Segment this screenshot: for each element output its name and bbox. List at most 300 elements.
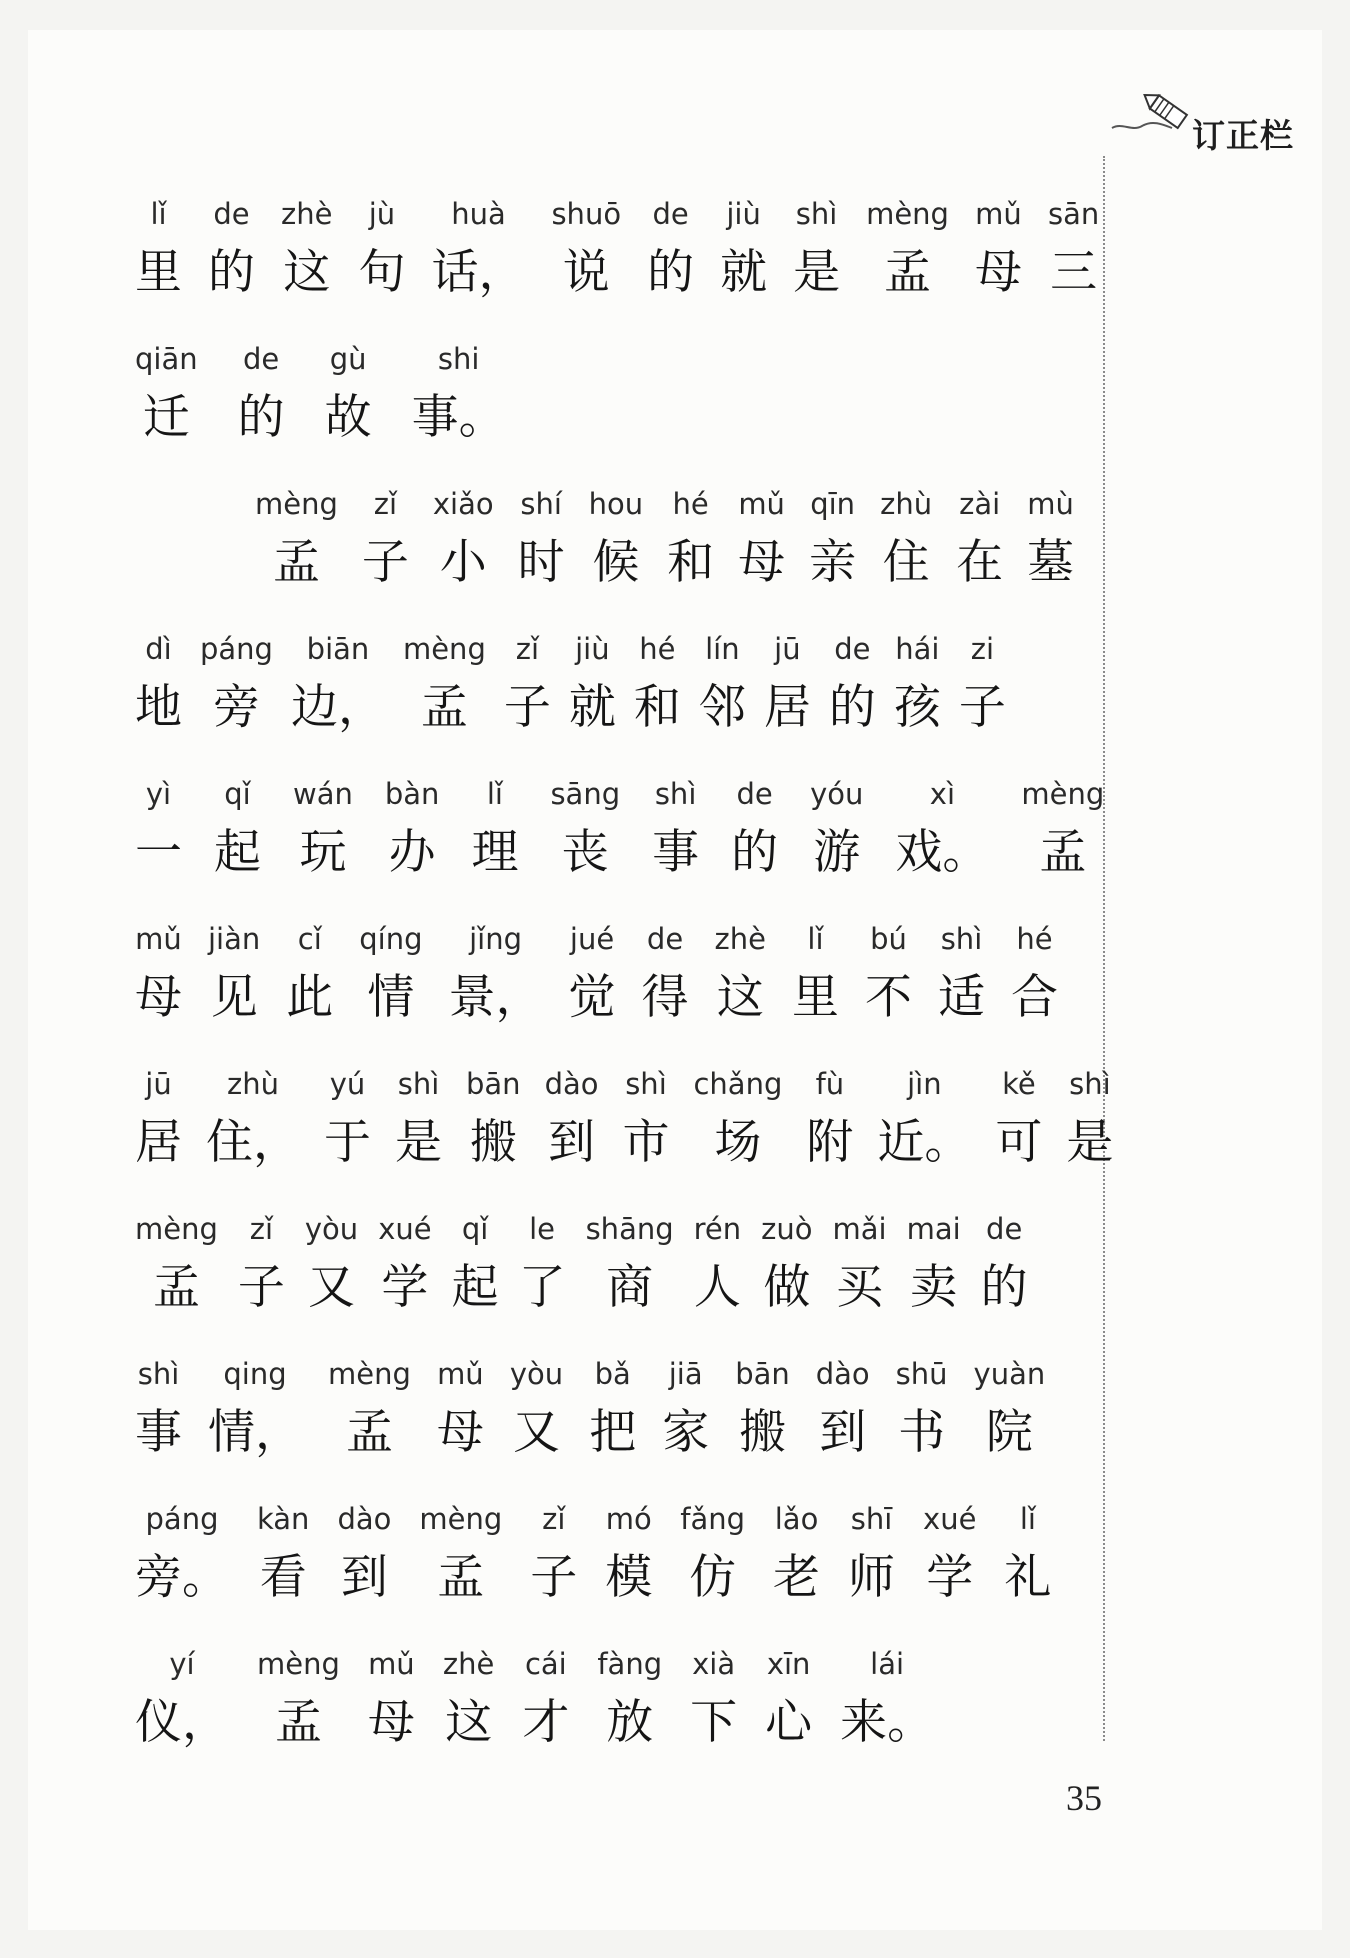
- hanzi: 是: [793, 245, 841, 300]
- char-unit: [135, 1350, 182, 1468]
- hanzi: 居: [135, 1115, 182, 1170]
- pinyin: jù: [368, 197, 396, 231]
- pinyin: bān: [466, 1067, 521, 1101]
- hanzi: 得: [641, 970, 689, 1025]
- hanzi: 把: [589, 1405, 637, 1460]
- char-unit: [738, 480, 785, 598]
- char-unit: [865, 915, 912, 1033]
- hanzi: 子: [361, 535, 409, 590]
- text-line: [135, 335, 1085, 480]
- pinyin: qiān: [135, 342, 198, 376]
- hanzi: 一: [135, 825, 182, 880]
- char-unit: [699, 625, 746, 743]
- pinyin: de: [652, 197, 689, 231]
- hanzi: 子: [237, 1260, 285, 1315]
- char-unit: [281, 190, 332, 308]
- pinyin: zhè: [442, 1647, 495, 1681]
- pinyin: de: [646, 922, 684, 956]
- pinyin: zhù: [880, 487, 933, 521]
- char-unit: [848, 1495, 895, 1613]
- hanzi: 学: [381, 1260, 429, 1315]
- hanzi: 老: [773, 1550, 821, 1605]
- hanzi: 模: [605, 1550, 653, 1605]
- hanzi: 买: [836, 1260, 884, 1315]
- pinyin: hé: [1016, 922, 1053, 956]
- hanzi: 搬: [469, 1115, 517, 1170]
- char-unit: [662, 1350, 709, 1468]
- pinyin: qǐ: [224, 777, 251, 811]
- hanzi: 边，: [290, 680, 385, 735]
- char-unit: [975, 190, 1022, 308]
- hanzi: 旁。: [135, 1550, 229, 1605]
- char-unit: [385, 770, 440, 888]
- pinyin: xiǎo: [432, 487, 494, 521]
- char-unit: [291, 625, 385, 743]
- pinyin: de: [213, 197, 250, 231]
- pinyin: jū: [145, 1067, 172, 1101]
- hanzi: 放: [606, 1695, 654, 1750]
- correction-column-header: [1110, 88, 1330, 158]
- char-unit: [293, 770, 353, 888]
- char-unit: [735, 1350, 790, 1468]
- hanzi: 场: [714, 1115, 762, 1170]
- hanzi: 卖: [910, 1260, 958, 1315]
- hanzi: 孟: [420, 680, 468, 735]
- hanzi: 住，: [206, 1115, 300, 1170]
- hanzi: 孟: [884, 245, 932, 300]
- char-unit: [806, 1060, 853, 1178]
- hanzi: 孟: [437, 1550, 485, 1605]
- char-unit: [135, 1640, 229, 1758]
- char-unit: [419, 1495, 502, 1613]
- hanzi: 事: [652, 825, 700, 880]
- hanzi: 市: [622, 1115, 670, 1170]
- pinyin: shì: [137, 1357, 180, 1391]
- pinyin: dào: [337, 1502, 392, 1536]
- char-unit: [634, 625, 681, 743]
- hanzi: 又: [308, 1260, 356, 1315]
- char-unit: [135, 915, 182, 1033]
- hanzi: 情: [367, 970, 415, 1025]
- hanzi: 不: [864, 970, 912, 1025]
- char-unit: [866, 190, 949, 308]
- char-unit: [923, 1495, 976, 1613]
- hanzi: 句: [358, 245, 406, 300]
- pinyin: mèng: [402, 632, 486, 666]
- pinyin: páng: [145, 1502, 219, 1536]
- pinyin: hái: [895, 632, 940, 666]
- pinyin: fàng: [597, 1647, 663, 1681]
- text-line: [135, 1350, 1085, 1495]
- pinyin: bàn: [384, 777, 440, 811]
- char-unit: [589, 480, 644, 598]
- pinyin: qīn: [810, 487, 856, 521]
- pinyin: mèng: [257, 1647, 340, 1681]
- hanzi: 里: [135, 245, 182, 300]
- pinyin: mǔ: [738, 487, 785, 521]
- hanzi: 理: [471, 825, 519, 880]
- pinyin: mèng: [255, 487, 338, 521]
- pinyin: jìn: [907, 1067, 942, 1101]
- char-unit: [761, 1205, 812, 1323]
- pinyin: mǔ: [975, 197, 1022, 231]
- text-line: [135, 1495, 1085, 1640]
- char-unit: [437, 1350, 484, 1468]
- hanzi: 迁: [142, 390, 190, 445]
- pencil-icon: [1110, 88, 1200, 148]
- pinyin: chǎng: [693, 1067, 783, 1101]
- hanzi: 母: [135, 970, 182, 1025]
- pinyin: jué: [569, 922, 615, 956]
- hanzi: 仿: [689, 1550, 737, 1605]
- pinyin: jū: [774, 632, 801, 666]
- pinyin: dào: [544, 1067, 599, 1101]
- char-unit: [135, 1060, 182, 1178]
- char-unit: [680, 1495, 745, 1613]
- char-unit: [135, 625, 182, 743]
- char-unit: [325, 335, 372, 453]
- pinyin: zhù: [227, 1067, 279, 1101]
- pinyin: sāng: [550, 777, 621, 811]
- char-unit: [715, 915, 766, 1033]
- char-unit: [720, 190, 767, 308]
- char-unit: [840, 1640, 934, 1758]
- hanzi: 母: [367, 1695, 415, 1750]
- pinyin: le: [529, 1212, 556, 1246]
- hanzi: 适: [937, 970, 985, 1025]
- char-unit: [324, 1060, 371, 1178]
- pinyin: yòu: [509, 1357, 564, 1391]
- hanzi: 里: [791, 970, 839, 1025]
- hanzi: 就: [720, 245, 768, 300]
- hanzi: 的: [731, 825, 779, 880]
- page-number: 35: [1066, 1778, 1102, 1818]
- pinyin: lǐ: [150, 197, 167, 231]
- pinyin: yuàn: [973, 1357, 1046, 1391]
- char-unit: [974, 1350, 1046, 1468]
- hanzi: 邻: [698, 680, 746, 735]
- hanzi: 看: [259, 1550, 307, 1605]
- pinyin: wán: [293, 777, 353, 811]
- char-unit: [545, 1060, 599, 1178]
- margin-divider: [1103, 156, 1105, 1741]
- hanzi: 孟: [152, 1260, 200, 1315]
- char-unit: [1027, 480, 1074, 598]
- pinyin: zi: [970, 632, 994, 666]
- char-unit: [995, 1060, 1042, 1178]
- hanzi: 和: [667, 535, 715, 590]
- char-unit: [586, 1205, 674, 1323]
- hanzi: 旁: [212, 680, 260, 735]
- pinyin: mù: [1027, 487, 1074, 521]
- hanzi: 到: [548, 1115, 596, 1170]
- hanzi: 了: [518, 1260, 566, 1315]
- char-unit: [200, 625, 273, 743]
- char-unit: [622, 1060, 669, 1178]
- char-unit: [135, 770, 182, 888]
- hanzi: 说: [562, 245, 610, 300]
- hanzi: 又: [513, 1405, 561, 1460]
- hanzi: 到: [819, 1405, 867, 1460]
- text-line: [135, 1205, 1085, 1350]
- char-unit: [652, 770, 699, 888]
- char-unit: [519, 1205, 566, 1323]
- pinyin: qǐ: [461, 1212, 489, 1246]
- char-unit: [135, 335, 198, 453]
- char-unit: [286, 915, 333, 1033]
- pinyin: lǎo: [774, 1502, 819, 1536]
- pinyin: xià: [692, 1647, 736, 1681]
- correction-column-title: 订正栏: [1192, 116, 1294, 155]
- hanzi: 事: [135, 1405, 182, 1460]
- hanzi: 办: [388, 825, 436, 880]
- pinyin: shì: [795, 197, 838, 231]
- hanzi: 丧: [561, 825, 609, 880]
- pinyin: zǐ: [515, 632, 539, 666]
- char-unit: [693, 1060, 782, 1178]
- pinyin: shī: [850, 1502, 893, 1536]
- pinyin: fǎng: [680, 1502, 746, 1536]
- hanzi: 玩: [299, 825, 347, 880]
- pinyin: de: [243, 342, 280, 376]
- char-unit: [1011, 915, 1058, 1033]
- char-unit: [206, 1060, 300, 1178]
- pinyin: zǐ: [542, 1502, 566, 1536]
- pinyin: yóu: [810, 777, 864, 811]
- hanzi: 商: [606, 1260, 654, 1315]
- pinyin: shuō: [551, 197, 622, 231]
- hanzi: 子: [958, 680, 1006, 735]
- char-unit: [793, 190, 840, 308]
- hanzi: 的: [208, 245, 255, 300]
- char-unit: [731, 770, 778, 888]
- pinyin: zǐ: [249, 1212, 274, 1246]
- hanzi: 到: [340, 1550, 388, 1605]
- char-unit: [378, 1205, 431, 1323]
- pinyin: mèng: [866, 197, 949, 231]
- char-unit: [1066, 1060, 1113, 1178]
- hanzi: 子: [530, 1550, 578, 1605]
- hanzi: 三: [1050, 245, 1098, 300]
- hanzi: 话，: [431, 245, 526, 300]
- pinyin: mǔ: [437, 1357, 484, 1391]
- text-line: [135, 1640, 1085, 1785]
- pinyin: jiàn: [208, 922, 261, 956]
- char-unit: [257, 1640, 340, 1758]
- hanzi: 情，: [208, 1405, 302, 1460]
- hanzi: 的: [237, 390, 285, 445]
- char-unit: [208, 915, 260, 1033]
- char-unit: [362, 480, 409, 598]
- char-unit: [368, 1640, 415, 1758]
- hanzi: 书: [898, 1405, 946, 1460]
- char-unit: [208, 190, 255, 308]
- char-unit: [956, 480, 1003, 598]
- pinyin: fù: [815, 1067, 845, 1101]
- hanzi: 故: [324, 390, 372, 445]
- pinyin: de: [834, 632, 871, 666]
- hanzi: 游: [813, 825, 861, 880]
- pinyin: mǔ: [368, 1647, 415, 1681]
- hanzi: 心: [765, 1695, 813, 1750]
- hanzi: 子: [503, 680, 551, 735]
- char-unit: [518, 480, 565, 598]
- pinyin: de: [986, 1212, 1023, 1246]
- char-unit: [810, 770, 863, 888]
- hanzi: 觉: [568, 970, 616, 1025]
- hanzi: 近。: [877, 1115, 972, 1170]
- char-unit: [328, 1350, 411, 1468]
- char-unit: [358, 190, 405, 308]
- hanzi: 墓: [1027, 535, 1075, 590]
- pinyin: páng: [200, 632, 273, 666]
- char-unit: [550, 770, 620, 888]
- char-unit: [907, 1205, 961, 1323]
- hanzi: 这: [716, 970, 764, 1025]
- char-unit: [877, 1060, 971, 1178]
- hanzi: 母: [974, 245, 1022, 300]
- hanzi: 此: [286, 970, 334, 1025]
- pinyin: de: [736, 777, 773, 811]
- char-unit: [238, 1205, 285, 1323]
- pinyin: zuò: [761, 1212, 813, 1246]
- char-unit: [522, 1640, 569, 1758]
- hanzi: 小: [439, 535, 487, 590]
- pinyin: jiù: [575, 632, 610, 666]
- pinyin: shí: [520, 487, 562, 521]
- pinyin: lái: [870, 1647, 905, 1681]
- hanzi: 可: [995, 1115, 1043, 1170]
- hanzi: 是: [1066, 1115, 1114, 1170]
- char-unit: [690, 1640, 737, 1758]
- hanzi: 在: [956, 535, 1004, 590]
- hanzi: 礼: [1004, 1550, 1052, 1605]
- pinyin: mǔ: [135, 922, 182, 956]
- hanzi: 起: [214, 825, 261, 880]
- pinyin: mai: [906, 1212, 961, 1246]
- pinyin: hé: [639, 632, 676, 666]
- char-unit: [431, 190, 525, 308]
- char-unit: [412, 335, 506, 453]
- char-unit: [773, 1495, 820, 1613]
- hanzi: 人: [693, 1260, 741, 1315]
- char-unit: [395, 1060, 442, 1178]
- hanzi: 景，: [448, 970, 543, 1025]
- hanzi: 孟: [274, 1695, 322, 1750]
- pinyin: jiā: [668, 1357, 703, 1391]
- hanzi: 的: [980, 1260, 1028, 1315]
- hanzi: 候: [592, 535, 640, 590]
- hanzi: 于: [324, 1115, 371, 1170]
- char-unit: [403, 625, 486, 743]
- char-unit: [359, 915, 422, 1033]
- pinyin: zài: [959, 487, 1001, 521]
- pinyin: lǐ: [807, 922, 824, 956]
- hanzi: 母: [738, 535, 786, 590]
- hanzi: 孟: [345, 1405, 393, 1460]
- pinyin: mèng: [419, 1502, 503, 1536]
- char-unit: [1048, 190, 1099, 308]
- pinyin: qing: [223, 1357, 287, 1391]
- pinyin: zhè: [281, 197, 333, 231]
- pinyin: shi: [437, 342, 480, 376]
- text-line: [135, 770, 1105, 915]
- char-unit: [257, 1495, 309, 1613]
- pinyin: gù: [329, 342, 367, 376]
- pinyin: lǐ: [1019, 1502, 1036, 1536]
- pinyin: lǐ: [486, 777, 503, 811]
- hanzi: 就: [568, 680, 616, 735]
- char-unit: [938, 915, 985, 1033]
- char-unit: [510, 1350, 563, 1468]
- hanzi: 这: [445, 1695, 493, 1750]
- pinyin: bú: [870, 922, 907, 956]
- char-unit: [433, 480, 494, 598]
- char-unit: [569, 625, 616, 743]
- char-unit: [829, 625, 876, 743]
- text-line: [135, 915, 1085, 1060]
- text-line: [135, 480, 1085, 625]
- pinyin: cái: [524, 1647, 567, 1681]
- hanzi: 的: [828, 680, 876, 735]
- char-unit: [764, 625, 811, 743]
- char-unit: [471, 770, 518, 888]
- pinyin: yòu: [304, 1212, 359, 1246]
- text-line: [135, 190, 1100, 335]
- pinyin: mó: [605, 1502, 652, 1536]
- hanzi: 起: [451, 1260, 499, 1315]
- hanzi: 时: [517, 535, 565, 590]
- pinyin: mèng: [328, 1357, 411, 1391]
- char-unit: [895, 770, 989, 888]
- hanzi: 来。: [840, 1695, 935, 1750]
- pinyin: hou: [588, 487, 644, 521]
- char-unit: [569, 915, 616, 1033]
- pinyin: shū: [895, 1357, 948, 1391]
- char-unit: [959, 625, 1006, 743]
- hanzi: 做: [763, 1260, 811, 1315]
- hanzi: 孩: [893, 680, 941, 735]
- hanzi: 家: [662, 1405, 710, 1460]
- char-unit: [981, 1205, 1028, 1323]
- char-unit: [466, 1060, 521, 1178]
- char-unit: [305, 1205, 358, 1323]
- text-line: [135, 1060, 1114, 1205]
- pinyin: kàn: [257, 1502, 310, 1536]
- pinyin: jǐng: [469, 922, 522, 956]
- char-unit: [667, 480, 714, 598]
- hanzi: 母: [436, 1405, 484, 1460]
- char-unit: [765, 1640, 812, 1758]
- hanzi: 师: [848, 1550, 896, 1605]
- pinyin: yí: [169, 1647, 195, 1681]
- pinyin: mǎi: [832, 1212, 887, 1246]
- pinyin: shāng: [585, 1212, 674, 1246]
- char-unit: [238, 335, 285, 453]
- pinyin: dào: [815, 1357, 870, 1391]
- hanzi: 这: [283, 245, 331, 300]
- pinyin: cǐ: [297, 922, 322, 956]
- pinyin: xì: [929, 777, 956, 811]
- char-unit: [809, 480, 856, 598]
- hanzi: 地: [135, 680, 182, 735]
- char-unit: [135, 190, 182, 308]
- pinyin: yì: [145, 777, 172, 811]
- hanzi: 的: [647, 245, 695, 300]
- pinyin: zhè: [714, 922, 766, 956]
- char-unit: [452, 1205, 499, 1323]
- hanzi: 居: [763, 680, 811, 735]
